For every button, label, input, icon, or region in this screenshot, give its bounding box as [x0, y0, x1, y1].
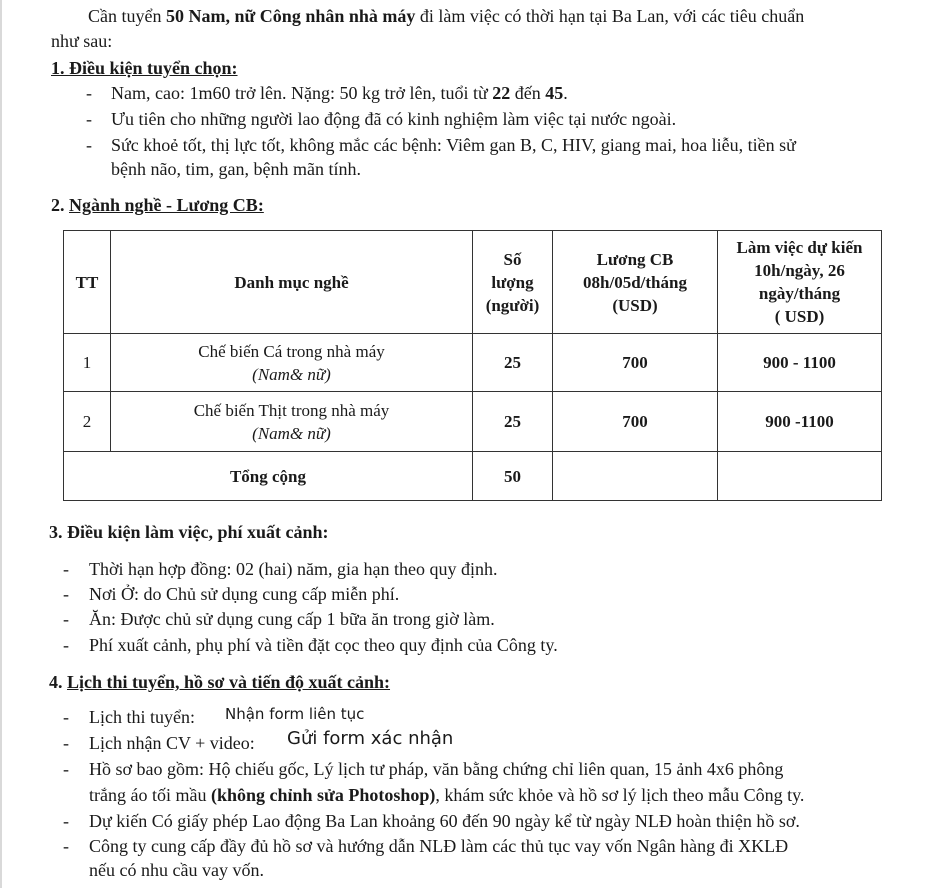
header-line: Lương CB — [596, 249, 674, 269]
intro-bold: 50 Nam, nữ Công nhân nhà máy — [166, 6, 416, 26]
section-2-title-text: Ngành nghề - Lương CB: — [69, 195, 264, 215]
documents-line-1: Hồ sơ bao gồm: Hộ chiếu gốc, Lý lịch tư pháp, văn bằng chứng chỉ liên quan, 15 ảnh 4x6 phông — [89, 759, 784, 779]
exam-schedule-value: Nhận form liên tục — [225, 705, 365, 723]
documents-line-2 — [89, 785, 804, 806]
cell-tt: 2 — [64, 392, 111, 452]
intro-line-1 — [88, 6, 804, 27]
documents-text: , khám sức khỏe và hồ sơ lý lịch theo mẫu Công ty. — [435, 785, 805, 805]
bullet-dash: - — [63, 811, 69, 831]
header-line: Làm việc dự kiến — [736, 238, 863, 257]
cell-quantity: 25 — [473, 334, 553, 392]
header-line: ( USD) — [774, 307, 825, 326]
bullet-dash: - — [63, 635, 69, 655]
age-max: 45 — [545, 83, 564, 103]
header-salary — [553, 231, 718, 334]
empty-cell — [718, 452, 882, 501]
total-quantity: 50 — [473, 452, 553, 501]
exam-schedule-label: Lịch thi tuyển: — [89, 707, 195, 727]
intro-prefix: Cần tuyển — [88, 6, 166, 26]
bullet-dash: - — [63, 707, 69, 727]
cell-salary: 700 — [553, 392, 718, 452]
bullet-dash: - — [86, 109, 92, 129]
cell-expected: 900 - 1100 — [718, 334, 882, 392]
cell-tt: 1 — [64, 334, 111, 392]
item-text: Nam, cao: 1m60 trở lên. Nặng: 50 kg trở lên, tuổi từ — [111, 83, 493, 103]
table-total-row — [64, 452, 882, 501]
bullet-dash: - — [63, 584, 69, 604]
table-row — [64, 334, 882, 392]
header-quantity — [473, 231, 553, 334]
header-expected — [718, 231, 882, 334]
header-line: ngày/tháng — [758, 284, 841, 303]
section-1-item-1 — [111, 83, 568, 104]
bullet-dash: - — [86, 135, 92, 155]
header-line: lượng — [491, 272, 534, 292]
cell-job — [111, 334, 473, 392]
total-label: Tổng cộng — [64, 452, 473, 501]
header-line: Số — [503, 249, 522, 269]
header-line: (người) — [485, 295, 540, 315]
documents-bold: (không chỉnh sửa Photoshop) — [210, 785, 436, 805]
permit-line: Dự kiến Có giấy phép Lao động Ba Lan khoảng 60 đến 90 ngày kể từ ngày NLĐ hoàn thiện hồ sơ. — [89, 811, 800, 831]
age-min: 22 — [492, 83, 511, 103]
section-3-item-1: Thời hạn hợp đồng: 02 (hai) năm, gia hạn theo quy định. — [89, 559, 498, 579]
table-header-row — [64, 231, 882, 334]
section-1-item-3-line-1: Sức khoẻ tốt, thị lực tốt, không mắc các bệnh: Viêm gan B, C, HIV, giang mai, hoa liễu, tiền sử — [111, 135, 796, 155]
section-4-number: 4. — [49, 672, 67, 692]
header-line: 08h/05d/tháng — [583, 272, 687, 292]
page-edge — [0, 0, 2, 888]
documents-text: trắng áo tối mầu — [89, 785, 211, 805]
job-gender: (Nam& nữ) — [252, 423, 331, 443]
section-4-title — [49, 672, 390, 693]
header-job: Danh mục nghề — [111, 231, 473, 334]
bullet-dash: - — [86, 83, 92, 103]
loan-line-1: Công ty cung cấp đầy đủ hồ sơ và hướng dẫn NLĐ làm các thủ tục vay vốn Ngân hàng đi XKLĐ — [89, 836, 789, 856]
section-3-item-4: Phí xuất cảnh, phụ phí và tiền đặt cọc theo quy định của Công ty. — [89, 635, 558, 655]
bullet-dash: - — [63, 609, 69, 629]
cell-expected: 900 -1100 — [718, 392, 882, 452]
bullet-dash: - — [63, 759, 69, 779]
bullet-dash: - — [63, 836, 69, 856]
section-3-title: 3. Điều kiện làm việc, phí xuất cảnh: — [49, 522, 329, 542]
intro-line-2: như sau: — [51, 31, 113, 51]
job-name: Chế biến Cá trong nhà máy — [198, 341, 385, 361]
section-2-number: 2. — [51, 195, 69, 215]
job-gender: (Nam& nữ) — [252, 364, 331, 384]
section-3-item-2: Nơi Ở: do Chủ sử dụng cung cấp miễn phí. — [89, 584, 400, 604]
cv-schedule-label: Lịch nhận CV + video: — [89, 733, 255, 753]
section-3-item-3: Ăn: Được chủ sử dụng cung cấp 1 bữa ăn trong giờ làm. — [89, 609, 495, 629]
header-tt: TT — [64, 231, 111, 334]
section-2-title — [51, 195, 264, 216]
item-text: đến — [510, 83, 546, 103]
cell-job — [111, 392, 473, 452]
header-line: (USD) — [612, 295, 658, 315]
section-4-title-text: Lịch thi tuyển, hồ sơ và tiến độ xuất cảnh: — [67, 672, 391, 692]
table-row — [64, 392, 882, 452]
header-line: 10h/ngày, 26 — [754, 261, 845, 280]
cell-salary: 700 — [553, 334, 718, 392]
cv-schedule-value: Gửi form xác nhận — [287, 728, 454, 749]
section-1-item-3-line-2: bệnh não, tim, gan, bệnh mãn tính. — [111, 159, 361, 179]
loan-line-2: nếu có nhu cầu vay vốn. — [89, 860, 264, 880]
empty-cell — [553, 452, 718, 501]
item-text: . — [563, 83, 568, 103]
section-1-item-2: Ưu tiên cho những người lao động đã có kinh nghiệm làm việc tại nước ngoài. — [111, 109, 677, 129]
bullet-dash: - — [63, 733, 69, 753]
intro-suffix: đi làm việc có thời hạn tại Ba Lan, với các tiêu chuẩn — [415, 6, 805, 26]
cell-quantity: 25 — [473, 392, 553, 452]
job-name: Chế biến Thịt trong nhà máy — [193, 400, 390, 420]
section-1-title: 1. Điều kiện tuyển chọn: — [51, 58, 238, 78]
salary-table — [63, 230, 882, 501]
bullet-dash: - — [63, 559, 69, 579]
